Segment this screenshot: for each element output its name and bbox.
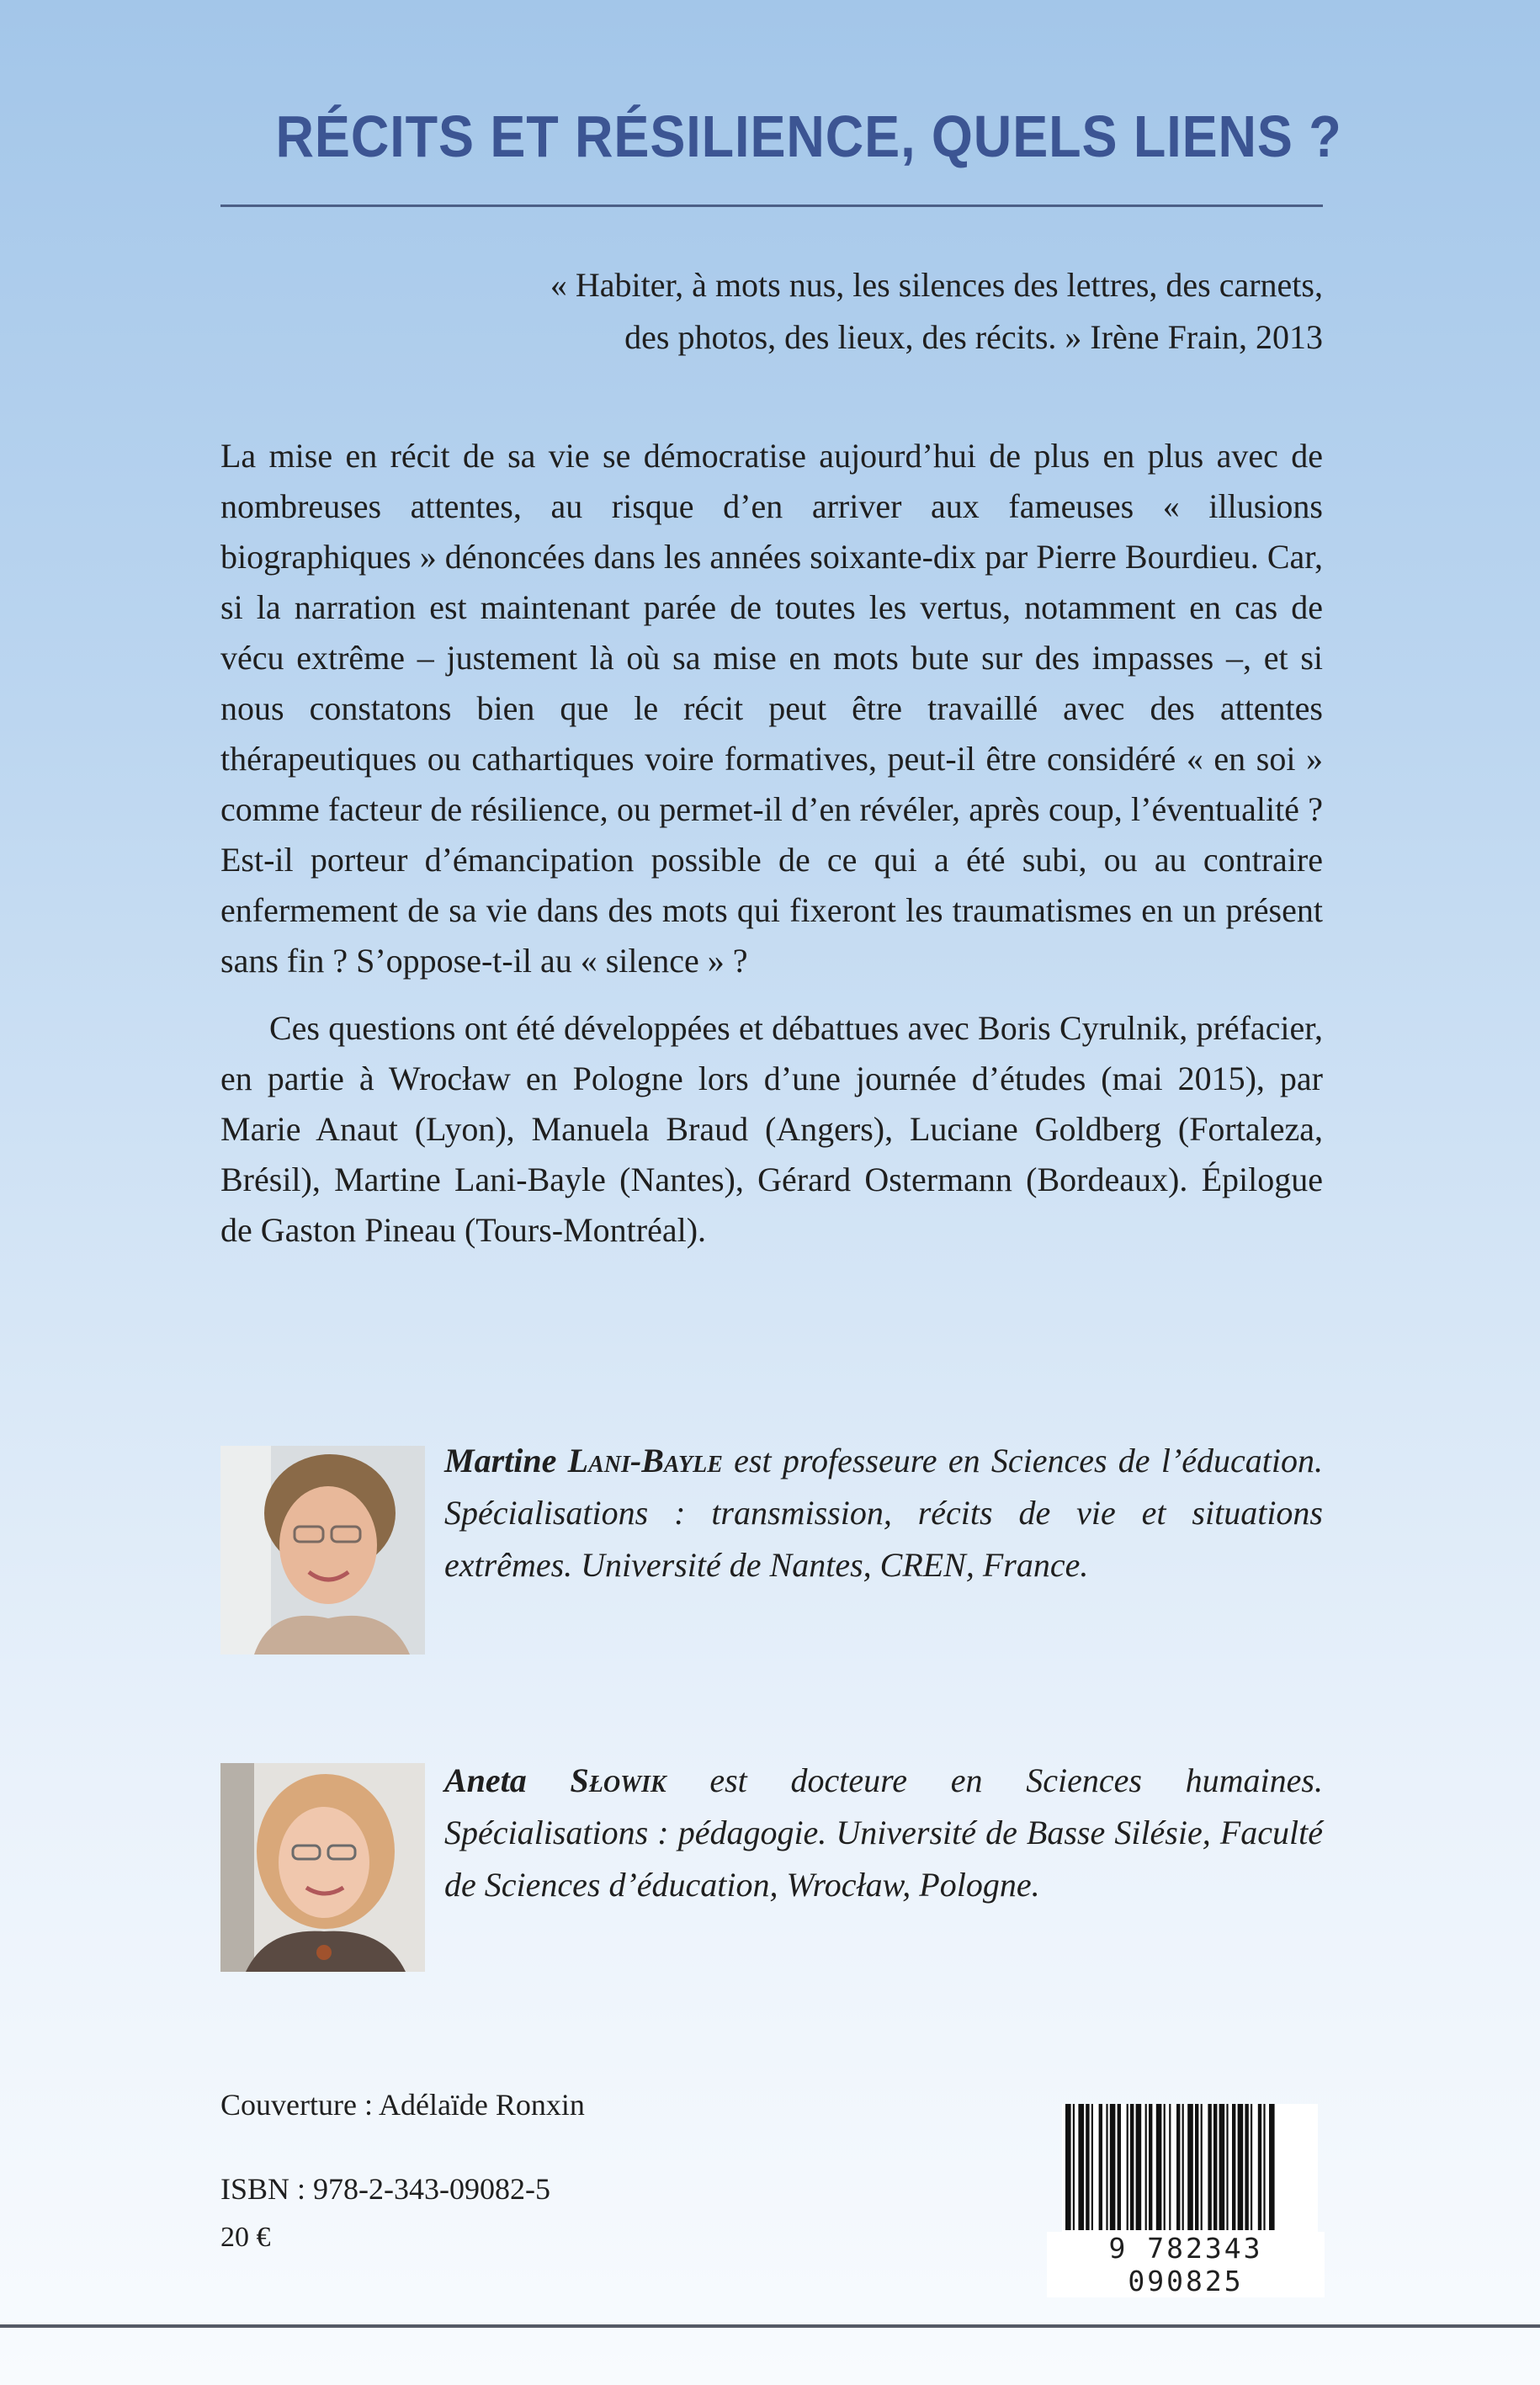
author-bio-text: est professeure en Sciences de l’éducation. Spécialisations : transmission, récits de vie et situations extrêmes. Université de Nantes, CREN, France. bbox=[444, 1442, 1324, 1584]
isbn: ISBN : 978-2-343-09082-5 bbox=[220, 2172, 550, 2206]
author-last-name: Słowik bbox=[570, 1761, 666, 1799]
author-photo-slowik bbox=[220, 1763, 425, 1972]
author-first-name: Aneta bbox=[444, 1761, 527, 1799]
barcode-bar bbox=[1164, 2104, 1166, 2230]
paragraph-1: La mise en récit de sa vie se démocratise aujourd’hui de plus en plus avec de nombreuses attentes, au risque d’en arriver aux fameuses « illusions biographiques » dénoncées dans les années soixante-dix par Pierre Bourdieu. Car, si la narration est maintenant parée de toutes les vertus, notamment en cas de vécu extrême – justement là où sa mise en mots bute sur des impasses –, et si nous constatons bien que le récit peut être travaillé avec des attentes thérapeutiques ou cathartiques voire formatives, peut-il être considéré « en soi » comme facteur de résilience, ou permet-il d’en révéler, après coup, l’éventualité ? Est-il porteur d’émancipation possible de ce qui a été subi, ou au contraire enfermement de sa vie dans des mots qui fixeront les traumatismes en un présent sans fin ? S’oppose-t-il au « silence » ? bbox=[220, 437, 1323, 980]
barcode-bar bbox=[1238, 2104, 1244, 2230]
barcode-bar bbox=[1106, 2104, 1107, 2230]
title-divider bbox=[220, 205, 1323, 207]
barcode-bar bbox=[1269, 2104, 1275, 2230]
epigraph-line-1: « Habiter, à mots nus, les silences des lettres, des carnets, bbox=[550, 266, 1323, 304]
barcode-bar bbox=[1118, 2104, 1121, 2230]
bottom-divider bbox=[0, 2324, 1540, 2328]
barcode-bar bbox=[1219, 2104, 1225, 2230]
barcode-bar bbox=[1245, 2104, 1248, 2230]
barcode-bar bbox=[1169, 2104, 1171, 2230]
barcode-bar bbox=[1073, 2104, 1075, 2230]
author-last-name: Lani-Bayle bbox=[567, 1442, 723, 1479]
price: 20 € bbox=[220, 2222, 271, 2253]
barcode-bar bbox=[1226, 2104, 1228, 2230]
author-bio-text: est docteure en Sciences humaines. Spécialisations : pédagogie. Université de Basse Silésie, Faculté de Sciences d’éducation, Wrocław, Pologne. bbox=[444, 1761, 1323, 1904]
barcode-bar bbox=[1263, 2104, 1265, 2230]
barcode-bar bbox=[1232, 2104, 1235, 2230]
barcode-bar bbox=[1258, 2104, 1261, 2230]
paragraph-2: Ces questions ont été développées et débattues avec Boris Cyrulnik, préfacier, en partie à Wrocław en Pologne lors d’une journée d’études (mai 2015), par Marie Anaut (Lyon), Manuela Braud (Angers), Luciane Goldberg (Fortaleza, Brésil), Martine Lani-Bayle (Nantes), Gérard Ostermann (Bordeaux). Épilogue de Gaston Pineau (Tours-Montréal). bbox=[220, 1009, 1323, 1249]
barcode-bar bbox=[1187, 2104, 1193, 2230]
book-title: RÉCITS ET RÉSILIENCE, QUELS LIENS ? bbox=[275, 104, 1342, 169]
barcode-bar bbox=[1149, 2104, 1152, 2230]
barcode-bar bbox=[1251, 2104, 1252, 2230]
barcode-number: 9 782343 090825 bbox=[1047, 2232, 1325, 2297]
barcode-bar bbox=[1145, 2104, 1147, 2230]
barcode-bar bbox=[1195, 2104, 1198, 2230]
barcode-bar bbox=[1136, 2104, 1142, 2230]
barcode-bar bbox=[1176, 2104, 1180, 2230]
barcode-bar bbox=[1182, 2104, 1184, 2230]
barcode-bar bbox=[1086, 2104, 1089, 2230]
back-cover-text bbox=[220, 431, 1323, 1256]
barcode-bar bbox=[1065, 2104, 1071, 2230]
barcode-bar bbox=[1208, 2104, 1211, 2230]
barcode-bar bbox=[1130, 2104, 1134, 2230]
epigraph-line-2: des photos, des lieux, des récits. » Irène Frain, 2013 bbox=[624, 318, 1323, 356]
barcode-bar bbox=[1110, 2104, 1116, 2230]
barcode-bar bbox=[1127, 2104, 1128, 2230]
barcode-bar bbox=[1156, 2104, 1162, 2230]
author-bio-lani-bayle bbox=[444, 1435, 1323, 1591]
cover-credit: Couverture : Adélaïde Ronxin bbox=[220, 2088, 585, 2122]
author-photo-lani-bayle bbox=[220, 1446, 425, 1655]
barcode-bar bbox=[1213, 2104, 1217, 2230]
barcode-bar bbox=[1078, 2104, 1084, 2230]
epigraph bbox=[220, 259, 1323, 364]
barcode-bar bbox=[1201, 2104, 1203, 2230]
author-first-name: Martine bbox=[444, 1442, 557, 1479]
barcode-bar bbox=[1099, 2104, 1102, 2230]
author-bio-slowik bbox=[444, 1755, 1323, 1911]
barcode-bar bbox=[1091, 2104, 1093, 2230]
